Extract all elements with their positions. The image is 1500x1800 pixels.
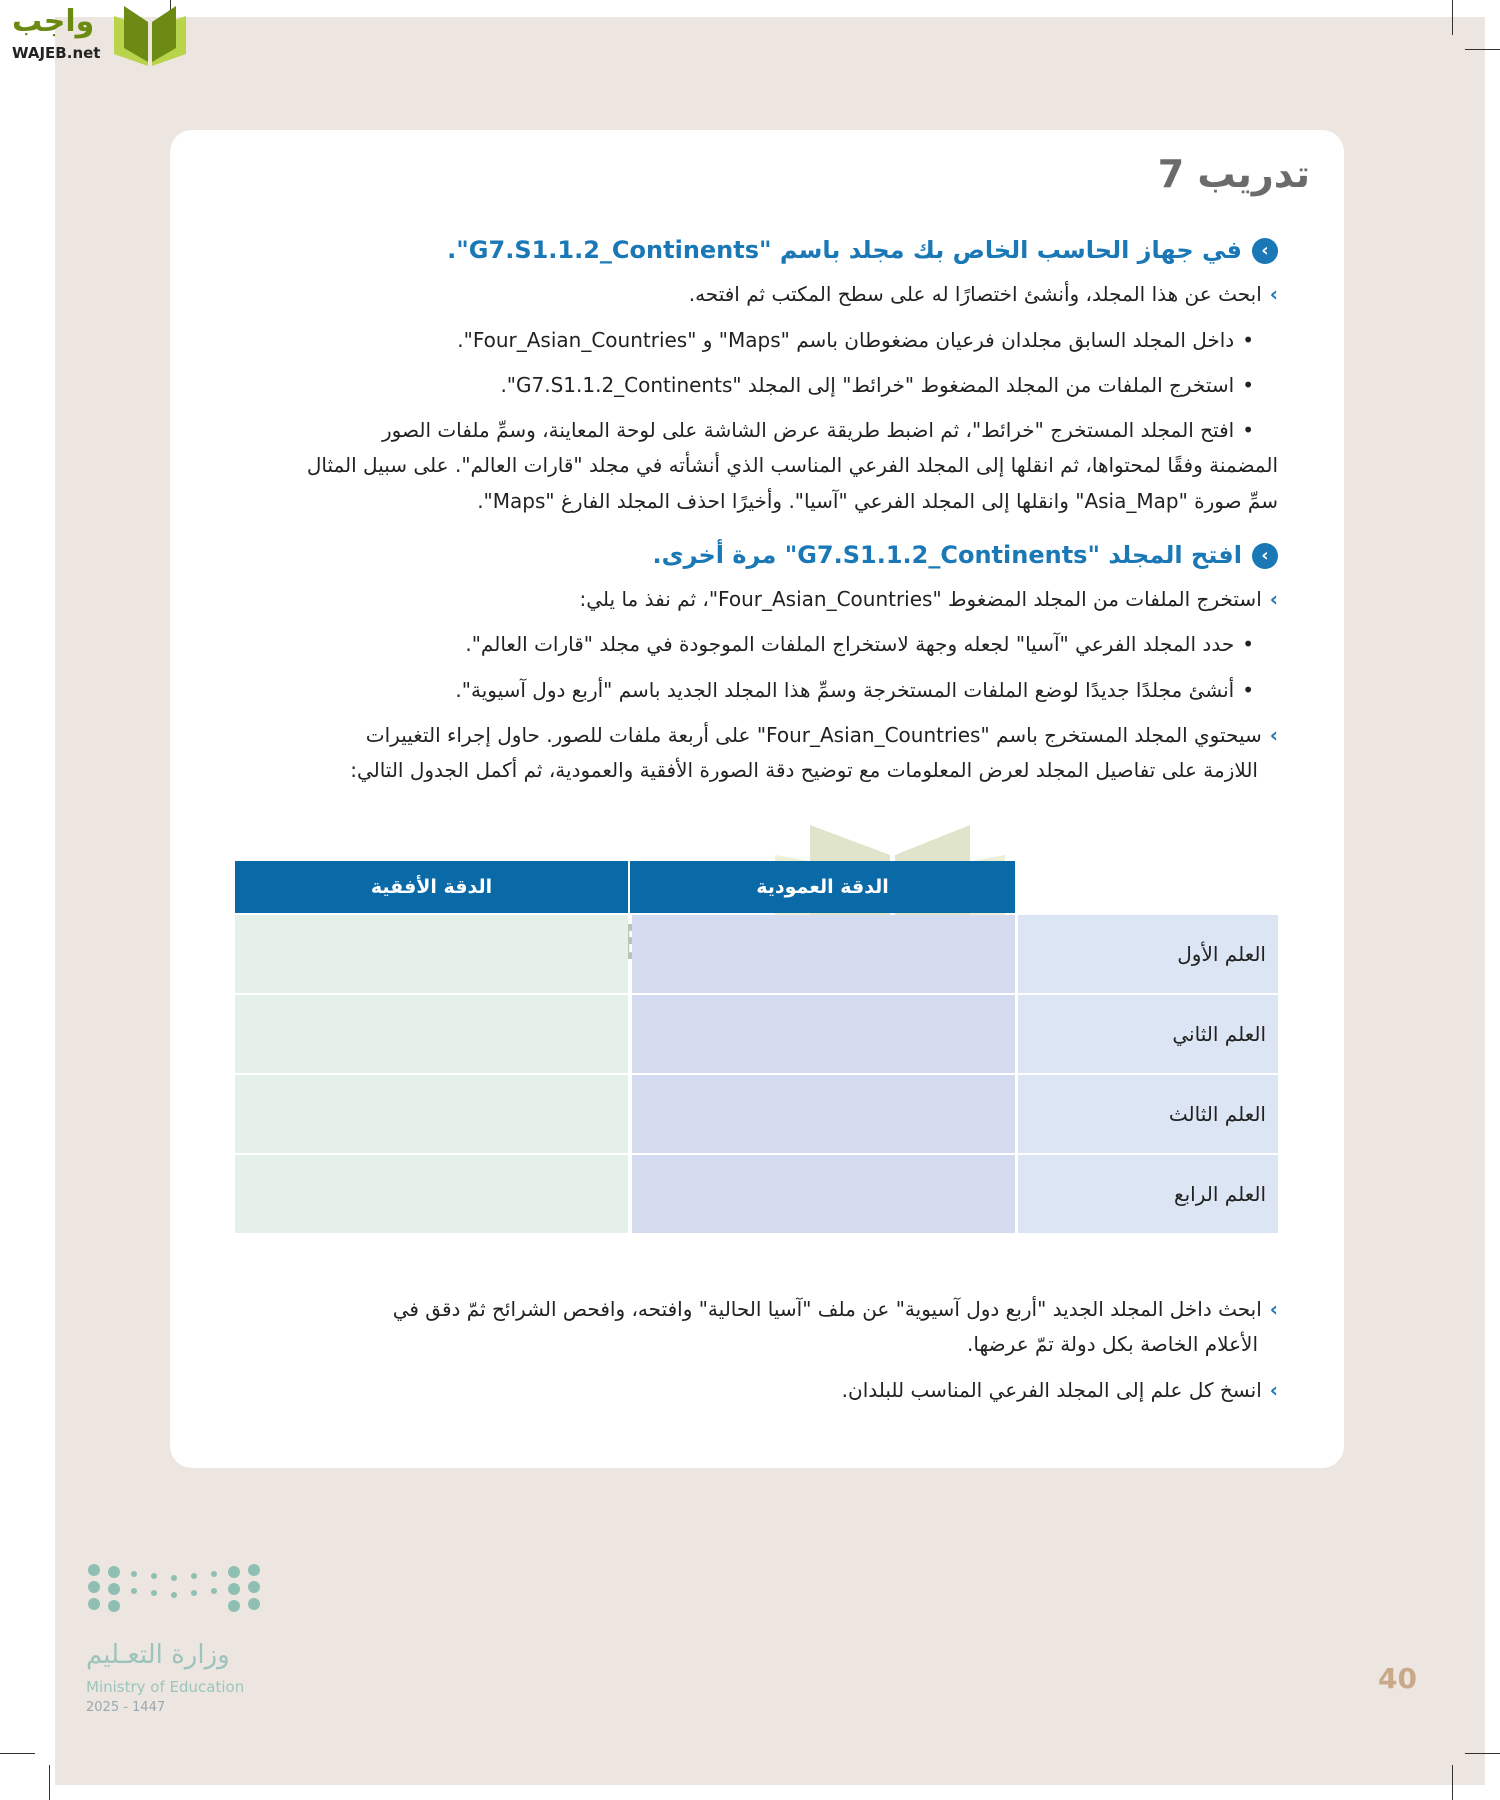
after-step2 — [842, 1378, 1278, 1402]
logo-arabic: واجب — [12, 4, 95, 39]
logo-dot — [211, 1588, 217, 1594]
chevron-icon: › — [1269, 723, 1278, 747]
section2-heading — [652, 541, 1278, 569]
step-text: ابحث داخل المجلد الجديد "أربع دول آسيوية" عن ملف "آسيا الحالية" وافتحه، وافحص الشرائح ثمّ دقق في — [392, 1297, 1262, 1321]
after-step1 — [393, 1297, 1278, 1321]
row-label: العلم الثالث — [1018, 1075, 1278, 1153]
bullet-icon: • — [1242, 632, 1254, 656]
logo-dot — [151, 1590, 157, 1596]
logo-dot — [248, 1598, 260, 1610]
section1-heading-text: في جهاز الحاسب الخاص بك مجلد باسم "G7.S1.1.2_Continents". — [447, 236, 1242, 264]
logo-dot — [88, 1581, 100, 1593]
header-horizontal-resolution: الدقة الأفقية — [235, 861, 628, 913]
ministry-dots-icon — [86, 1560, 266, 1622]
logo-dot — [228, 1583, 240, 1595]
bullet-text: استخرج الملفات من المجلد المضغوط "خرائط" إلى المجلد "G7.S1.1.2_Continents". — [500, 373, 1235, 397]
row-label: العلم الأول — [1018, 915, 1278, 993]
section1-heading — [447, 236, 1278, 264]
row-label: العلم الرابع — [1018, 1155, 1278, 1233]
step-continuation: اللازمة على تفاصيل المجلد لعرض المعلومات مع توضيح دقة الصورة الأفقية والعمودية، ثم أكمل الجدول التالي: — [350, 758, 1258, 782]
wajeb-logo — [8, 4, 193, 68]
logo-dot — [191, 1573, 197, 1579]
vertical-resolution-cell[interactable] — [632, 1155, 1015, 1233]
bullet-item — [455, 678, 1254, 702]
logo-dot — [171, 1592, 177, 1598]
crop-mark — [1452, 0, 1453, 35]
vertical-resolution-cell[interactable] — [632, 1075, 1015, 1153]
logo-dot — [108, 1583, 120, 1595]
logo-latin: WAJEB.net — [12, 44, 101, 62]
logo-dot — [171, 1575, 177, 1581]
row-label: العلم الثاني — [1018, 995, 1278, 1073]
horizontal-resolution-cell[interactable] — [235, 1155, 628, 1233]
ministry-arabic: وزارة التعـليم — [86, 1640, 230, 1670]
bullet-icon: • — [1242, 418, 1254, 442]
horizontal-resolution-cell[interactable] — [235, 1075, 628, 1153]
bullet-continuation: سمِّ صورة "Asia_Map" وانقلها إلى المجلد الفرعي "آسيا". وأخيرًا احذف المجلد الفارغ "Maps". — [477, 489, 1278, 513]
crop-mark — [1465, 49, 1500, 50]
section1-step — [689, 282, 1278, 306]
section2-step — [580, 587, 1279, 611]
logo-dot — [248, 1581, 260, 1593]
crop-mark — [49, 1765, 50, 1800]
crop-mark — [0, 1753, 35, 1754]
chevron-icon: › — [1269, 282, 1278, 306]
bullet-text: افتح المجلد المستخرج "خرائط"، ثم اضبط طريقة عرض الشاشة على لوحة المعاينة، وسمِّ ملفات الصور — [382, 418, 1235, 442]
bullet-icon: • — [1242, 678, 1254, 702]
logo-dot — [88, 1564, 100, 1576]
logo-dot — [248, 1564, 260, 1576]
exercise-title: تدريب 7 — [1157, 152, 1310, 196]
book-icon — [106, 4, 194, 66]
chevron-icon: › — [1269, 1297, 1278, 1321]
bullet-text: داخل المجلد السابق مجلدان فرعيان مضغوطان باسم "Maps" و "Four_Asian_Countries". — [457, 328, 1235, 352]
bullet-icon: • — [1242, 373, 1254, 397]
logo-dot — [88, 1598, 100, 1610]
chevron-circle-icon: › — [1252, 543, 1278, 569]
chevron-icon: › — [1269, 587, 1278, 611]
bullet-item — [382, 418, 1254, 442]
vertical-resolution-cell[interactable] — [632, 915, 1015, 993]
step-text: انسخ كل علم إلى المجلد الفرعي المناسب للبلدان. — [841, 1378, 1262, 1402]
chevron-icon: › — [1269, 1378, 1278, 1402]
bullet-icon: • — [1242, 328, 1254, 352]
crop-mark — [1452, 1765, 1453, 1800]
chevron-circle-icon: › — [1252, 238, 1278, 264]
ministry-english: Ministry of Education — [86, 1678, 245, 1696]
logo-dot — [151, 1573, 157, 1579]
section2-heading-text: افتح المجلد "G7.S1.1.2_Continents" مرة أخرى. — [652, 541, 1242, 569]
logo-dot — [191, 1590, 197, 1596]
crop-mark — [1465, 1753, 1500, 1754]
ministry-logo — [86, 1560, 276, 1725]
logo-dot — [211, 1571, 217, 1577]
ministry-year: 2025 - 1447 — [86, 1700, 166, 1715]
bullet-continuation: المضمنة وفقًا لمحتواها، ثم انقلها إلى المجلد الفرعي المناسب الذي أنشأته في مجلد "قارات العالم". على سبيل المثال — [306, 453, 1278, 477]
header-vertical-resolution: الدقة العمودية — [630, 861, 1015, 913]
bullet-text: أنشئ مجلدًا جديدًا لوضع الملفات المستخرجة وسمِّ هذا المجلد الجديد باسم "أربع دول آسيوية". — [455, 678, 1235, 702]
step-continuation: الأعلام الخاصة بكل دولة تمّ عرضها. — [967, 1332, 1258, 1356]
horizontal-resolution-cell[interactable] — [235, 995, 628, 1073]
horizontal-resolution-cell[interactable] — [235, 915, 628, 993]
logo-dot — [131, 1571, 137, 1577]
logo-dot — [131, 1588, 137, 1594]
bullet-item — [500, 373, 1254, 397]
bullet-item — [465, 632, 1254, 656]
logo-dot — [108, 1566, 120, 1578]
page-number: 40 — [1378, 1662, 1417, 1695]
step-text: استخرج الملفات من المجلد المضغوط "Four_Asian_Countries"، ثم نفذ ما يلي: — [579, 587, 1262, 611]
logo-dot — [108, 1600, 120, 1612]
vertical-resolution-cell[interactable] — [632, 995, 1015, 1073]
bullet-item — [457, 328, 1254, 352]
logo-dot — [228, 1600, 240, 1612]
step-text: سيحتوي المجلد المستخرج باسم "Four_Asian_Countries" على أربعة ملفات للصور. حاول إجراء التغييرات — [365, 723, 1262, 747]
bullet-text: حدد المجلد الفرعي "آسيا" لجعله وجهة لاستخراج الملفات الموجودة في مجلد "قارات العالم". — [465, 632, 1235, 656]
step-text: ابحث عن هذا المجلد، وأنشئ اختصارًا له على سطح المكتب ثم افتحه. — [688, 282, 1262, 306]
logo-dot — [228, 1566, 240, 1578]
section2-step2 — [366, 723, 1278, 747]
